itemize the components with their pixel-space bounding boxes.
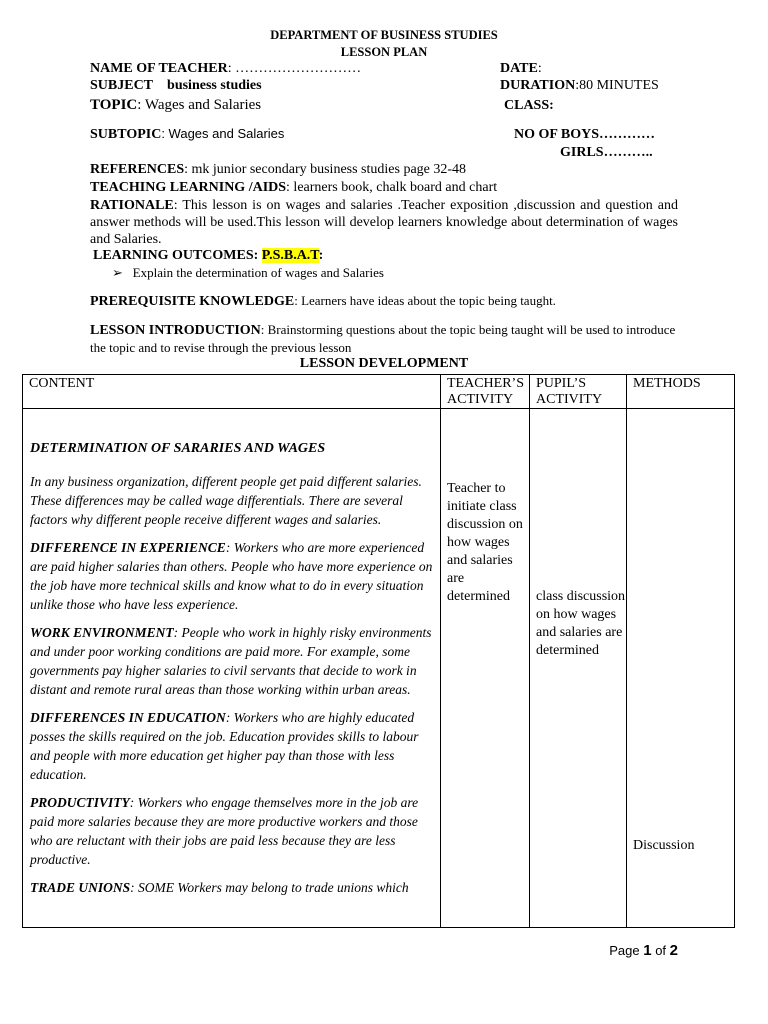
table-row <box>23 409 735 928</box>
introduction-paragraph <box>90 321 678 357</box>
factor-text: : Workers who engage themselves more in the job are paid more salaries because they are more productive workers and those who are reluctant with their jobs are paid less because they are less productive. <box>30 795 419 867</box>
subtopic-value: : Wages and Salaries <box>161 126 285 141</box>
pupil-activity-cell <box>530 409 627 928</box>
factor-work-environment <box>30 623 434 699</box>
references-field <box>90 162 466 178</box>
document-title: LESSON PLAN <box>340 45 428 59</box>
factor-text: : Workers who are highly educated posses the skills required on the job. Education provides skills to labour and people with more education get higher pay than those with less education. <box>30 710 419 782</box>
factor-title: DIFFERENCE IN EXPERIENCE <box>30 540 226 555</box>
rationale-paragraph <box>90 197 678 248</box>
psbat-highlight: P.S.B.A.T <box>261 248 319 263</box>
factor-trade-unions <box>30 878 434 897</box>
teacher-value: : ……………………… <box>227 61 362 76</box>
subtopic-field <box>90 126 284 143</box>
page-total: 2 <box>669 942 678 959</box>
aids-label: TEACHING LEARNING /AIDS <box>90 180 287 195</box>
date-label: DATE <box>500 61 538 76</box>
factor-experience <box>30 538 434 614</box>
column-header-methods: METHODS <box>627 375 735 409</box>
factor-title: TRADE UNIONS <box>30 880 131 895</box>
references-label: REFERENCES <box>90 162 185 177</box>
content-heading: DETERMINATION OF SARARIES AND WAGES <box>30 441 326 456</box>
lesson-development-title: LESSON DEVELOPMENT <box>299 356 469 371</box>
factor-title: PRODUCTIVITY <box>30 795 130 810</box>
content-intro-paragraph: In any business organization, different people get paid different salaries. These differences may be called wage differentials. There are several factors why different people receive different wages and salaries. <box>30 474 422 527</box>
intro-label: LESSON INTRODUCTION <box>90 323 261 338</box>
factor-text: : Workers who are more experienced are paid higher salaries than others. People who have more experience on the job have more technical skills and know what to do in every situation unlike those who have less experience. <box>30 540 433 612</box>
girls-count: GIRLS……….. <box>560 145 653 160</box>
pupil-activity-text: class discussion on how wages and salaries are determined <box>536 589 626 658</box>
outcome-text: Explain the determination of wages and Salaries <box>132 265 384 280</box>
prereq-label: PREREQUISITE KNOWLEDGE <box>90 294 295 309</box>
methods-text: Discussion <box>633 838 695 853</box>
subject-field <box>90 78 262 94</box>
date-field <box>500 61 542 77</box>
content-cell <box>23 409 441 928</box>
class-label: CLASS: <box>504 98 554 113</box>
subtopic-label: SUBTOPIC <box>90 127 162 142</box>
page-number <box>609 942 678 959</box>
prerequisite-field <box>90 293 556 310</box>
factor-productivity <box>30 793 434 869</box>
teacher-label: NAME OF TEACHER <box>90 61 228 76</box>
outcomes-label: LEARNING OUTCOMES: <box>93 248 262 263</box>
duration-label: DURATION <box>500 78 576 93</box>
outcomes-colon: : <box>318 248 324 263</box>
table-header-row <box>23 375 735 409</box>
column-header-pupil-activity: PUPIL’S ACTIVITY <box>530 375 627 409</box>
teacher-activity-cell <box>441 409 530 928</box>
department-title: DEPARTMENT OF BUSINESS STUDIES <box>270 28 498 42</box>
topic-field <box>90 97 261 114</box>
factor-title: WORK ENVIRONMENT <box>30 625 174 640</box>
prereq-value: : Learners have ideas about the topic being taught. <box>294 293 556 308</box>
rationale-label: RATIONALE <box>90 198 174 213</box>
duration-field <box>500 78 659 94</box>
methods-cell <box>627 409 735 928</box>
column-header-content: CONTENT <box>23 375 441 409</box>
duration-value: :80 MINUTES <box>575 78 659 93</box>
factor-text: : People who work in highly risky environments and under poor working conditions are paid more. For example, some governments pay higher salaries to civil servants that decide to work in distant and remote rural areas than those working within urban areas. <box>30 625 432 697</box>
page-word: Page <box>609 943 644 958</box>
topic-label: TOPIC <box>90 97 138 113</box>
subject-label: SUBJECT <box>90 78 154 93</box>
column-header-teacher-activity: TEACHER’S ACTIVITY <box>441 375 530 409</box>
topic-value: : Wages and Salaries <box>137 97 262 113</box>
references-value: : mk junior secondary business studies page 32-48 <box>184 162 467 177</box>
outcome-item <box>112 265 384 281</box>
factor-education <box>30 708 434 784</box>
factor-text: : SOME Workers may belong to trade unions which <box>130 880 409 895</box>
subject-value: business studies <box>167 78 262 93</box>
learning-outcomes <box>93 248 323 264</box>
date-value: : <box>537 61 542 76</box>
rationale-value: : This lesson is on wages and salaries .Teacher exposition ,discussion and question and answer methods will be used.This lesson will develop learners knowledge about determination of wages and Salaries. <box>90 198 678 247</box>
teacher-field <box>90 61 361 77</box>
teacher-activity-text: Teacher to initiate class discussion on how wages and salaries are determined <box>447 481 523 604</box>
lesson-development-table <box>22 374 735 928</box>
aids-field <box>90 180 497 196</box>
arrow-bullet-icon: ➢ <box>112 265 123 280</box>
intro-value: : Brainstorming questions about the topic being taught will be used to introduce the topic and to revise through the previous lesson <box>90 322 676 355</box>
aids-value: : learners book, chalk board and chart <box>286 180 498 195</box>
page-current: 1 <box>643 942 652 959</box>
factor-title: DIFFERENCES IN EDUCATION <box>30 710 226 725</box>
boys-count: NO OF BOYS………… <box>514 127 656 142</box>
of-word: of <box>651 943 670 958</box>
